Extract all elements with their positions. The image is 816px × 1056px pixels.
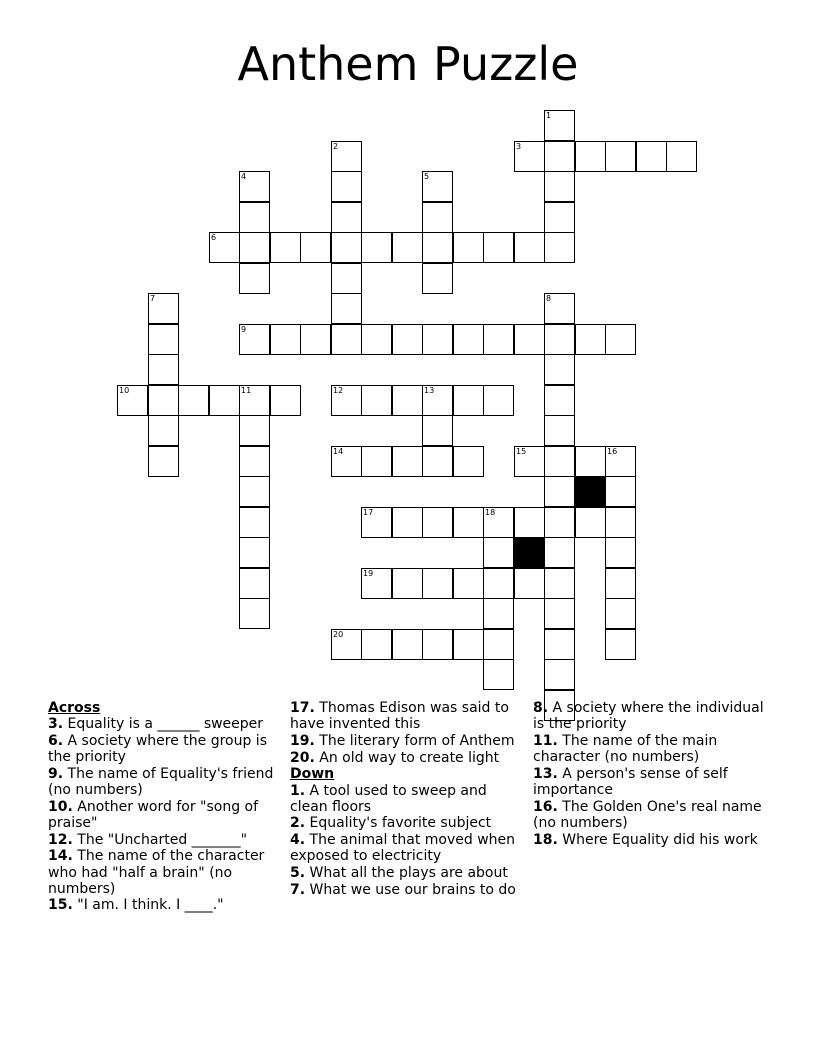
grid-cell[interactable] bbox=[422, 385, 453, 416]
grid-cell[interactable] bbox=[514, 568, 545, 599]
clue-number-label: 16. bbox=[533, 798, 558, 815]
grid-cell[interactable] bbox=[148, 385, 179, 416]
grid-cell[interactable] bbox=[483, 568, 514, 599]
clue-item bbox=[48, 832, 284, 848]
grid-cell[interactable] bbox=[209, 385, 240, 416]
clue-number-label: 9. bbox=[48, 765, 64, 782]
grid-cell[interactable] bbox=[453, 446, 484, 477]
grid-cell[interactable] bbox=[544, 446, 575, 477]
grid-cell[interactable] bbox=[361, 446, 392, 477]
grid-cell[interactable] bbox=[453, 385, 484, 416]
clue-number-label: 3. bbox=[48, 716, 64, 733]
grid-cell[interactable] bbox=[209, 232, 240, 263]
clue-item bbox=[48, 766, 284, 798]
clue-item bbox=[290, 700, 526, 732]
grid-cell[interactable] bbox=[453, 324, 484, 355]
clue-number-label: 20. bbox=[290, 749, 315, 766]
clue-number-label: 1. bbox=[290, 782, 306, 799]
grid-cell[interactable] bbox=[239, 324, 270, 355]
clue-text: A society where the individual is the priority bbox=[533, 700, 764, 733]
grid-cell[interactable] bbox=[239, 446, 270, 477]
grid-cell[interactable] bbox=[422, 324, 453, 355]
grid-cell[interactable] bbox=[605, 476, 636, 507]
clue-number: 14 bbox=[333, 447, 344, 456]
clue-column-middle bbox=[290, 700, 526, 898]
grid-cell[interactable] bbox=[605, 324, 636, 355]
grid-cell[interactable] bbox=[483, 537, 514, 568]
clue-number-label: 12. bbox=[48, 831, 73, 848]
grid-cell[interactable] bbox=[605, 141, 636, 172]
across-heading: Across bbox=[48, 700, 101, 716]
grid-cell[interactable] bbox=[544, 293, 575, 324]
clue-number: 6 bbox=[211, 233, 217, 242]
grid-cell[interactable] bbox=[422, 629, 453, 660]
grid-cell[interactable] bbox=[544, 141, 575, 172]
clue-text: Thomas Edison was said to have invented this bbox=[290, 700, 509, 733]
clue-item bbox=[533, 799, 769, 831]
clue-number-label: 14. bbox=[48, 848, 73, 865]
grid-cell[interactable] bbox=[392, 446, 423, 477]
grid-cell[interactable] bbox=[331, 141, 362, 172]
grid-cell[interactable] bbox=[544, 385, 575, 416]
clue-item bbox=[290, 882, 526, 898]
grid-cell[interactable] bbox=[422, 232, 453, 263]
clue-number-label: 17. bbox=[290, 700, 315, 716]
grid-cell[interactable] bbox=[453, 232, 484, 263]
clue-item bbox=[533, 766, 769, 798]
grid-cell[interactable] bbox=[605, 568, 636, 599]
clue-number: 11 bbox=[241, 386, 252, 395]
grid-cell[interactable] bbox=[666, 141, 697, 172]
clue-text: The animal that moved when exposed to electricity bbox=[290, 832, 516, 865]
grid-cell[interactable] bbox=[148, 446, 179, 477]
grid-cell[interactable] bbox=[453, 507, 484, 538]
down-heading: Down bbox=[290, 766, 335, 783]
grid-cell[interactable] bbox=[392, 232, 423, 263]
grid-cell[interactable] bbox=[544, 110, 575, 141]
clue-item bbox=[290, 865, 526, 881]
grid-cell[interactable] bbox=[239, 171, 270, 202]
clue-number-label: 18. bbox=[533, 831, 558, 848]
grid-cell[interactable] bbox=[239, 598, 270, 629]
clue-text: Another word for "song of praise" bbox=[48, 798, 259, 831]
clue-item bbox=[48, 716, 284, 732]
grid-cell[interactable] bbox=[361, 629, 392, 660]
clue-text: A tool used to sweep and clean floors bbox=[290, 782, 487, 815]
clue-text: Where Equality did his work bbox=[557, 831, 758, 848]
clue-item bbox=[48, 733, 284, 765]
grid-cell[interactable] bbox=[239, 232, 270, 263]
clue-text: The name of the character who had "half a brain" (no numbers) bbox=[48, 848, 265, 897]
clue-text: Equality's favorite subject bbox=[305, 815, 492, 832]
clue-number: 7 bbox=[150, 294, 156, 303]
grid-cell[interactable] bbox=[422, 263, 453, 294]
grid-cell[interactable] bbox=[239, 202, 270, 233]
grid-cell[interactable] bbox=[239, 415, 270, 446]
clue-number-label: 13. bbox=[533, 765, 558, 782]
grid-cell[interactable] bbox=[483, 629, 514, 660]
grid-cell[interactable] bbox=[148, 324, 179, 355]
grid-cell[interactable] bbox=[514, 141, 545, 172]
grid-cell[interactable] bbox=[483, 385, 514, 416]
clue-number: 8 bbox=[546, 294, 552, 303]
grid-cell[interactable] bbox=[239, 568, 270, 599]
grid-cell[interactable] bbox=[361, 324, 392, 355]
grid-cell[interactable] bbox=[575, 507, 606, 538]
grid-cell[interactable] bbox=[331, 202, 362, 233]
grid-cell[interactable] bbox=[331, 446, 362, 477]
grid-cell[interactable] bbox=[544, 629, 575, 660]
grid-cell[interactable] bbox=[453, 629, 484, 660]
grid-cell[interactable] bbox=[575, 141, 606, 172]
clue-number: 20 bbox=[333, 630, 344, 639]
grid-cell[interactable] bbox=[239, 476, 270, 507]
grid-cell[interactable] bbox=[300, 324, 331, 355]
grid-cell[interactable] bbox=[544, 537, 575, 568]
grid-cell[interactable] bbox=[422, 415, 453, 446]
clue-column-across bbox=[48, 700, 284, 914]
grid-cell[interactable] bbox=[605, 446, 636, 477]
clue-number: 1 bbox=[546, 111, 552, 120]
clue-number: 16 bbox=[607, 447, 618, 456]
clue-number-label: 11. bbox=[533, 732, 558, 749]
grid-cell[interactable] bbox=[392, 568, 423, 599]
grid-cell[interactable] bbox=[514, 324, 545, 355]
grid-cell[interactable] bbox=[544, 324, 575, 355]
clue-column-down bbox=[533, 700, 769, 848]
grid-cell[interactable] bbox=[117, 385, 148, 416]
clue-item bbox=[533, 832, 769, 848]
grid-cell[interactable] bbox=[544, 568, 575, 599]
clue-number: 12 bbox=[333, 386, 344, 395]
clue-text: The literary form of Anthem bbox=[314, 732, 515, 749]
grid-cell[interactable] bbox=[544, 659, 575, 690]
grid-cell[interactable] bbox=[392, 507, 423, 538]
clue-item bbox=[290, 783, 526, 815]
grid-cell[interactable] bbox=[239, 263, 270, 294]
clue-text: What all the plays are about bbox=[305, 865, 508, 882]
grid-cell[interactable] bbox=[422, 202, 453, 233]
clue-item bbox=[48, 848, 284, 897]
grid-cell[interactable] bbox=[239, 537, 270, 568]
grid-cell[interactable] bbox=[483, 507, 514, 538]
grid-cell[interactable] bbox=[361, 385, 392, 416]
clue-number-label: 4. bbox=[290, 832, 306, 849]
grid-cell[interactable] bbox=[392, 629, 423, 660]
clue-text: A person's sense of self importance bbox=[533, 765, 728, 799]
grid-cell[interactable] bbox=[514, 507, 545, 538]
clue-number-label: 15. bbox=[48, 897, 73, 914]
grid-cell[interactable] bbox=[331, 171, 362, 202]
clue-number: 5 bbox=[424, 172, 430, 181]
grid-cell[interactable] bbox=[361, 568, 392, 599]
clue-number-label: 10. bbox=[48, 798, 73, 815]
grid-cell[interactable] bbox=[148, 354, 179, 385]
grid-cell[interactable] bbox=[544, 507, 575, 538]
grid-cell[interactable] bbox=[636, 141, 667, 172]
clue-item bbox=[533, 700, 769, 732]
grid-cell[interactable] bbox=[422, 507, 453, 538]
clue-item bbox=[290, 832, 526, 864]
clue-text: "I am. I think. I ____." bbox=[72, 897, 224, 914]
grid-cell[interactable] bbox=[575, 446, 606, 477]
grid-cell[interactable] bbox=[544, 232, 575, 263]
clue-number-label: 8. bbox=[533, 700, 549, 716]
grid-cell[interactable] bbox=[422, 568, 453, 599]
grid-cell[interactable] bbox=[331, 629, 362, 660]
clue-item bbox=[48, 799, 284, 831]
clue-number: 18 bbox=[485, 508, 496, 517]
clue-text: The name of Equality's friend (no numbers) bbox=[48, 765, 274, 799]
grid-cell[interactable] bbox=[331, 293, 362, 324]
grid-cell[interactable] bbox=[331, 263, 362, 294]
clue-text: The "Uncharted _______" bbox=[72, 831, 248, 848]
grid-cell[interactable] bbox=[392, 385, 423, 416]
clue-number: 13 bbox=[424, 386, 435, 395]
clue-text: An old way to create light bbox=[314, 749, 500, 766]
grid-cell[interactable] bbox=[300, 232, 331, 263]
grid-cell[interactable] bbox=[178, 385, 209, 416]
clue-number: 9 bbox=[241, 325, 247, 334]
grid-cell[interactable] bbox=[483, 598, 514, 629]
clue-number: 3 bbox=[516, 142, 522, 151]
grid-block-cell bbox=[514, 537, 545, 568]
grid-cell[interactable] bbox=[605, 507, 636, 538]
clue-text: The name of the main character (no numbers) bbox=[533, 732, 718, 766]
grid-cell[interactable] bbox=[544, 354, 575, 385]
clue-number: 15 bbox=[516, 447, 527, 456]
clue-text: What we use our brains to do bbox=[305, 881, 516, 898]
grid-block-cell bbox=[575, 476, 606, 507]
grid-cell[interactable] bbox=[331, 385, 362, 416]
grid-cell[interactable] bbox=[239, 385, 270, 416]
grid-cell[interactable] bbox=[270, 385, 301, 416]
clue-text: The Golden One's real name (no numbers) bbox=[533, 798, 762, 831]
grid-cell[interactable] bbox=[605, 629, 636, 660]
grid-cell[interactable] bbox=[544, 476, 575, 507]
grid-cell[interactable] bbox=[270, 324, 301, 355]
grid-cell[interactable] bbox=[270, 232, 301, 263]
grid-cell[interactable] bbox=[514, 232, 545, 263]
clue-text: A society where the group is the priority bbox=[48, 732, 267, 766]
grid-cell[interactable] bbox=[361, 507, 392, 538]
grid-cell[interactable] bbox=[422, 171, 453, 202]
grid-cell[interactable] bbox=[239, 507, 270, 538]
grid-cell[interactable] bbox=[605, 537, 636, 568]
grid-cell[interactable] bbox=[575, 324, 606, 355]
clue-number-label: 19. bbox=[290, 732, 315, 749]
clue-number-label: 2. bbox=[290, 815, 306, 832]
grid-cell[interactable] bbox=[605, 598, 636, 629]
grid-cell[interactable] bbox=[148, 293, 179, 324]
clue-number-label: 6. bbox=[48, 732, 64, 749]
grid-cell[interactable] bbox=[514, 446, 545, 477]
clue-number: 19 bbox=[363, 569, 374, 578]
grid-cell[interactable] bbox=[544, 202, 575, 233]
page-title: Anthem Puzzle bbox=[237, 37, 579, 91]
clue-item bbox=[533, 733, 769, 765]
grid-cell[interactable] bbox=[392, 324, 423, 355]
grid-cell[interactable] bbox=[148, 415, 179, 446]
clue-number-label: 5. bbox=[290, 865, 306, 882]
clue-item bbox=[290, 750, 526, 766]
grid-cell[interactable] bbox=[544, 598, 575, 629]
clue-item bbox=[290, 815, 526, 831]
grid-cell[interactable] bbox=[483, 659, 514, 690]
clue-item bbox=[290, 733, 526, 749]
grid-cell[interactable] bbox=[483, 232, 514, 263]
grid-cell[interactable] bbox=[361, 232, 392, 263]
clue-number: 10 bbox=[119, 386, 130, 395]
clue-text: Equality is a ______ sweeper bbox=[63, 716, 264, 733]
grid-cell[interactable] bbox=[453, 568, 484, 599]
clue-item bbox=[48, 897, 284, 913]
grid-cell[interactable] bbox=[544, 415, 575, 446]
clue-number: 17 bbox=[363, 508, 374, 517]
grid-cell[interactable] bbox=[331, 324, 362, 355]
clue-number: 4 bbox=[241, 172, 247, 181]
clue-number-label: 7. bbox=[290, 881, 306, 898]
grid-cell[interactable] bbox=[483, 324, 514, 355]
grid-cell[interactable] bbox=[422, 446, 453, 477]
grid-cell[interactable] bbox=[544, 171, 575, 202]
grid-cell[interactable] bbox=[331, 232, 362, 263]
clue-number: 2 bbox=[333, 142, 339, 151]
